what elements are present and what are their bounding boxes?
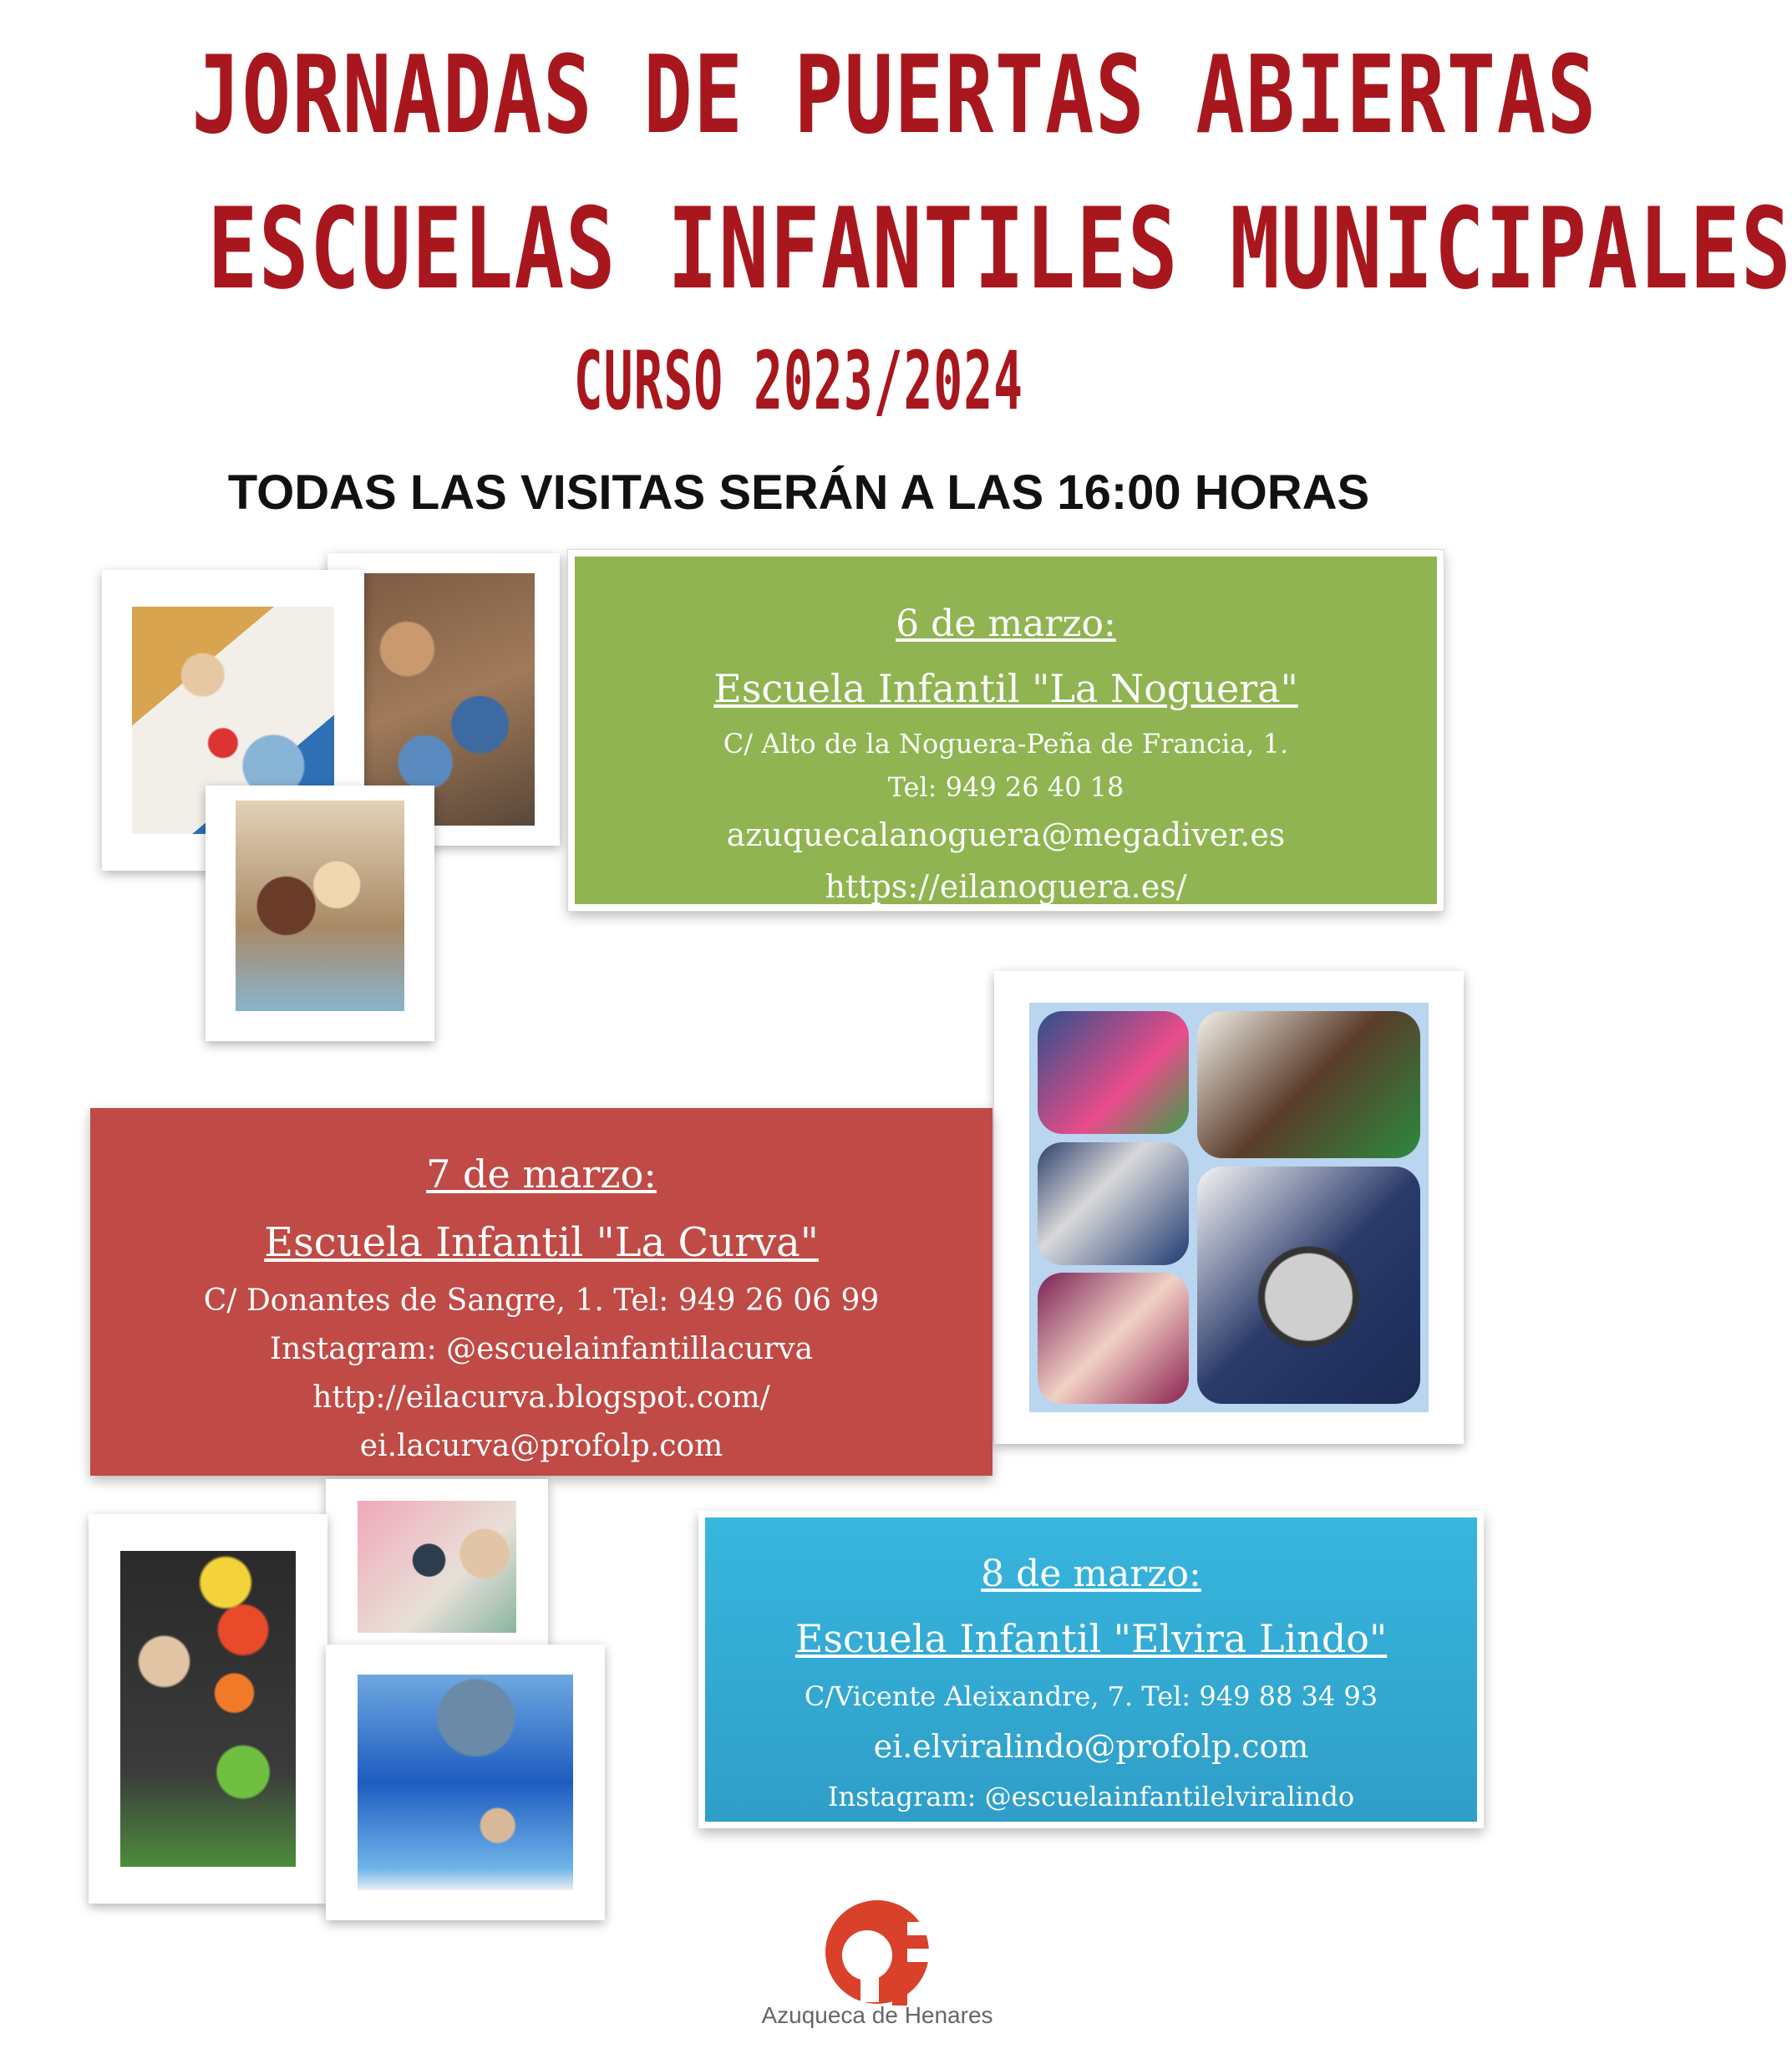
school-address: C/ Donantes de Sangre, 1. Tel: 949 26 06 99 — [203, 1284, 880, 1318]
title-line-2: ESCUELAS INFANTILES MUNICIPALES — [207, 184, 1792, 314]
photo-collage — [1029, 1003, 1429, 1412]
logo-mark-icon — [735, 1889, 1019, 2056]
school-email[interactable]: azuquecalanoguera@megadiver.es — [726, 816, 1286, 853]
photo-frame — [89, 1514, 327, 1904]
photo-frame — [326, 1645, 605, 1920]
school-phone: Tel: 949 26 40 18 — [887, 771, 1124, 803]
school-instagram[interactable]: Instagram: @escuelainfantilelviralindo — [827, 1781, 1355, 1812]
photo-child-sandbox — [236, 801, 404, 1011]
photo-craft — [358, 1501, 516, 1633]
school-website[interactable]: https://eilanoguera.es/ — [825, 868, 1187, 905]
photo-frame — [326, 1479, 548, 1658]
visit-date: 8 de marzo: — [981, 1553, 1201, 1595]
photo-water-play — [358, 1675, 573, 1890]
school-address: C/Vicente Aleixandre, 7. Tel: 949 88 34 93 — [804, 1680, 1378, 1712]
school-card-la-curva — [90, 1108, 992, 1476]
school-website[interactable]: http://eilacurva.blogspot.com/ — [312, 1380, 770, 1415]
logo-text: Azuqueca de Henares — [761, 2002, 993, 2028]
school-name: Escuela Infantil "La Curva" — [264, 1219, 819, 1266]
school-address: C/ Alto de la Noguera-Peña de Francia, 1. — [723, 728, 1289, 760]
title-line-3: CURSO 2023/2024 — [573, 334, 1024, 428]
school-email[interactable]: ei.elviralindo@profolp.com — [873, 1728, 1309, 1765]
school-card-la-noguera — [568, 550, 1444, 911]
photo-balloons — [120, 1551, 296, 1867]
visit-time-notice: TODAS LAS VISITAS SERÁN A LAS 16:00 HORAS — [227, 465, 1370, 520]
visit-date: 7 de marzo: — [426, 1151, 657, 1197]
school-name: Escuela Infantil "Elvira Lindo" — [794, 1616, 1388, 1661]
photo-frame — [206, 785, 434, 1041]
school-card-elvira-lindo — [698, 1511, 1484, 1828]
photo-frame — [994, 971, 1464, 1444]
visit-date: 6 de marzo: — [896, 602, 1116, 645]
title-line-1: JORNADAS DE PUERTAS ABIERTAS — [191, 33, 1597, 158]
school-email[interactable]: ei.lacurva@profolp.com — [359, 1429, 723, 1463]
school-name: Escuela Infantil "La Noguera" — [713, 666, 1298, 711]
school-instagram[interactable]: Instagram: @escuelainfantillacurva — [269, 1332, 814, 1366]
